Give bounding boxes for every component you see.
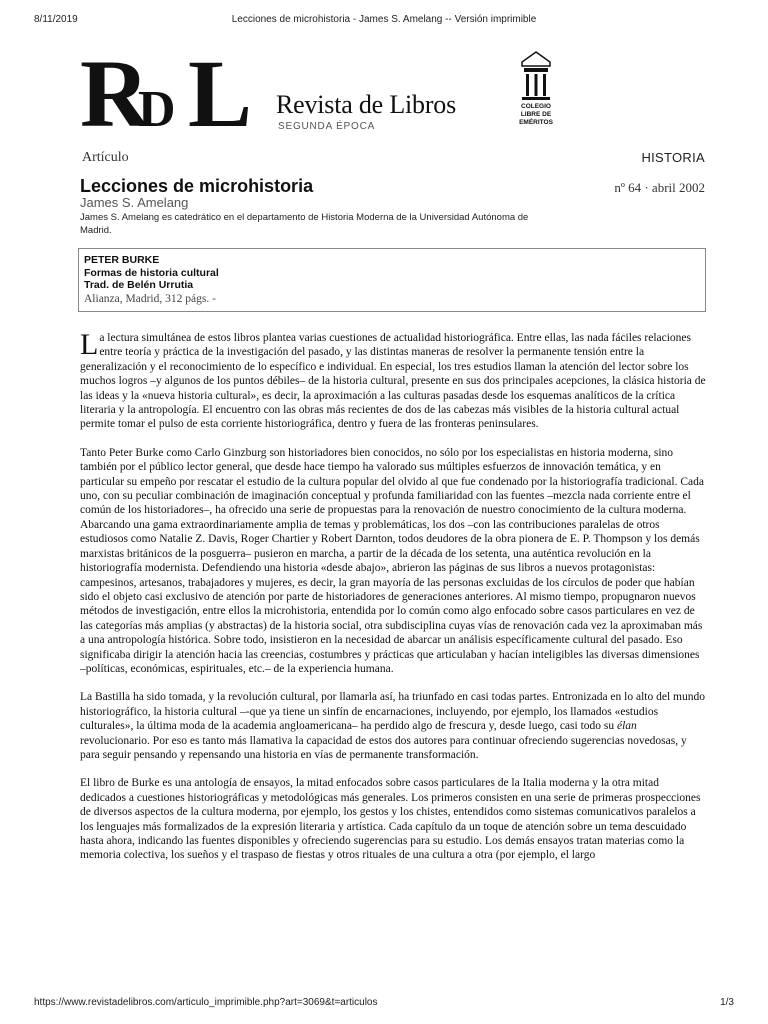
section-label: Artículo bbox=[82, 150, 129, 165]
svg-text:EMÉRITOS: EMÉRITOS bbox=[519, 119, 553, 126]
rdl-logo bbox=[80, 52, 256, 132]
print-page-number: 1/3 bbox=[720, 997, 734, 1008]
colegio-libre-de-emeritos-logo bbox=[516, 50, 556, 128]
book-info-box bbox=[78, 248, 706, 312]
print-date: 8/11/2019 bbox=[34, 14, 78, 25]
book-title: Formas de historia cultural bbox=[84, 266, 219, 279]
issue-info: nº 64 · abril 2002 bbox=[614, 180, 705, 195]
author-bio: James S. Amelang es catedrático en el departamento de Historia Moderna de la Universidad Autónoma de Madrid. bbox=[80, 212, 529, 236]
print-url: https://www.revistadelibros.com/articulo_imprimible.php?art=3069&t=articulos bbox=[34, 997, 378, 1008]
svg-text:R: R bbox=[80, 52, 142, 132]
book-publisher: Alianza, Madrid, 312 págs. - bbox=[84, 292, 216, 305]
svg-text:LIBRE DE: LIBRE DE bbox=[520, 111, 552, 118]
paragraph-3: La Bastilla ha sido tomada, y la revolución cultural, por llamarla así, ha triunfado en casi todas partes. Entronizada en lo alto del mundo historiográfico, la historia cultural –-que ya tiene un sinfín de encarnaciones, incluyendo, por ejemplo, los llamados «estudios culturales», la última moda de la academia angloamericana– ha perdido algo de frescura y, desde luego, casi todo su élan revolucionario. Por eso es tanto más llamativa la capacidad de estos dos autores para continuar ofreciendo sugerencias novedosas, y para seguir pensando y repensando una historia en vías de permanente transformación. bbox=[80, 691, 705, 761]
svg-text:COLEGIO: COLEGIO bbox=[521, 103, 551, 110]
drop-cap: L bbox=[80, 328, 99, 361]
book-translator: Trad. de Belén Urrutia bbox=[84, 279, 194, 291]
svg-text:D: D bbox=[138, 81, 176, 132]
brand-subtitle: SEGUNDA ÉPOCA bbox=[278, 121, 376, 132]
brand-title[interactable]: Revista de Libros bbox=[276, 90, 457, 119]
book-author: PETER BURKE bbox=[84, 254, 160, 266]
article-author[interactable]: James S. Amelang bbox=[80, 195, 189, 210]
paragraph-4: El libro de Burke es una antología de ensayos, la mitad enfocados sobre casos particulares de la Italia moderna y la otra mitad dedicados a cuestiones historiográficas y metodológicas más generales. Los primeros consisten en una serie de primeras prospecciones de diversos aspectos de la cultura moderna, por ejemplo, los gestos y los chistes, entendidos como sistemas comunicativos paralelos a los lenguajes más formalizados de la expresión literaria y artística. Cada capítulo da un toque de atención sobre un tema descuidado hasta ahora, indicando las fuentes disponibles y ofreciendo sugerencias para su estudio. Los demás ensayos tratan materias como la memoria colectiva, los sueños y el traspaso de fiestas y otros rituales de una cultura a otra (por ejemplo, el largo bbox=[80, 777, 701, 862]
italic-word: élan bbox=[617, 720, 637, 733]
print-page-title: Lecciones de microhistoria - James S. Amelang -- Versión imprimible bbox=[231, 14, 537, 25]
paragraph-2: Tanto Peter Burke como Carlo Ginzburg son historiadores bien conocidos, no sólo por los especialistas en historia moderna, sino también por el público lector general, que desde hace tiempo ha valorado sus múltiples esfuerzos de innovación temática, y en particular su empeño por rescatar el estudio de la cultura popular del olvido al que fue condenado por la historiografía tradicional. Cada uno, con su peculiar combinación de imaginación conceptual y profunda familiaridad con las fuentes –mezcla nada corriente entre el común de los historiadores–, ha ofrecido una serie de propuestas para la renovación de nuestro conocimiento de la cultura moderna. Abarcando una gama extraordinariamente amplia de temas y problemáticas, los dos –con las contribuciones paralelas de otros estudiosos como Natalie Z. Davis, Roger Chartier y Robert Darnton, todos deudores de la obra pionera de E. P. Thompson y los demás marxistas británicos de la posguerra– pusieron en marcha, a partir de la década de los setenta, una auténtica revolución en la historiografía modernista. Defendiendo una historia «desde abajo», abrieron las páginas de sus libros a nuevos protagonistas: campesinos, artesanos, trabajadores y mujeres, es decir, la gran mayoría de las personas excluidas de los círculos de poder que habían sido el objeto casi exclusivo de atención por parte de historiadores de generaciones anteriores. Al mismo tiempo, propugnaron nuevos métodos de investigación, entre ellos la microhistoria, entendida por lo común como algo enfocado sobre casos particulares en vez de las categorías más amplias (y abstractas) de la historia social, otra subdisciplina cuyas vías de renovación cada vez la aproximaban más a una antropología histórica. Sobre todo, insistieron en la necesidad de abarcar un análisis específicamente cultural del pasado. Eso significaba dirigir la atención hacia las creencias, costumbres y prácticas que articulaban y hacían inteligibles las diversas dimensiones –políticas, económicas, espirituales, etc.– de la experiencia humana. bbox=[80, 446, 704, 675]
category-label[interactable]: HISTORIA bbox=[641, 150, 705, 165]
article-body bbox=[80, 328, 706, 877]
paragraph-1: La lectura simultánea de estos libros plantea varias cuestiones de actualidad historiográfica. Entre ellas, las nada fáciles relaciones entre teoría y práctica de la investigación del pasado, y las distintas maneras de resolver la permanente tensión entre la generalización y el reconocimiento de lo específico e individual. En especial, los tres estudios llaman la atención del lector sobre los muchos logros –y algunos de los puntos débiles– de la historia cultural, presente en sus dos principales acepciones, la clásica historia de las ideas y la «nueva historia cultural», es decir, la aproximación a las culturas pasadas desde los esquemas analíticos de la crítica literaria y la antropología. El encuentro con las obras más recientes de dos de las cabezas más visibles de la historia cultural actual permite tomar el pulso de esta corriente historiográfica, dentro y fuera de las fronteras peninsulares. bbox=[80, 328, 706, 431]
svg-text:L: L bbox=[188, 52, 253, 132]
article-title: Lecciones de microhistoria bbox=[80, 176, 314, 196]
